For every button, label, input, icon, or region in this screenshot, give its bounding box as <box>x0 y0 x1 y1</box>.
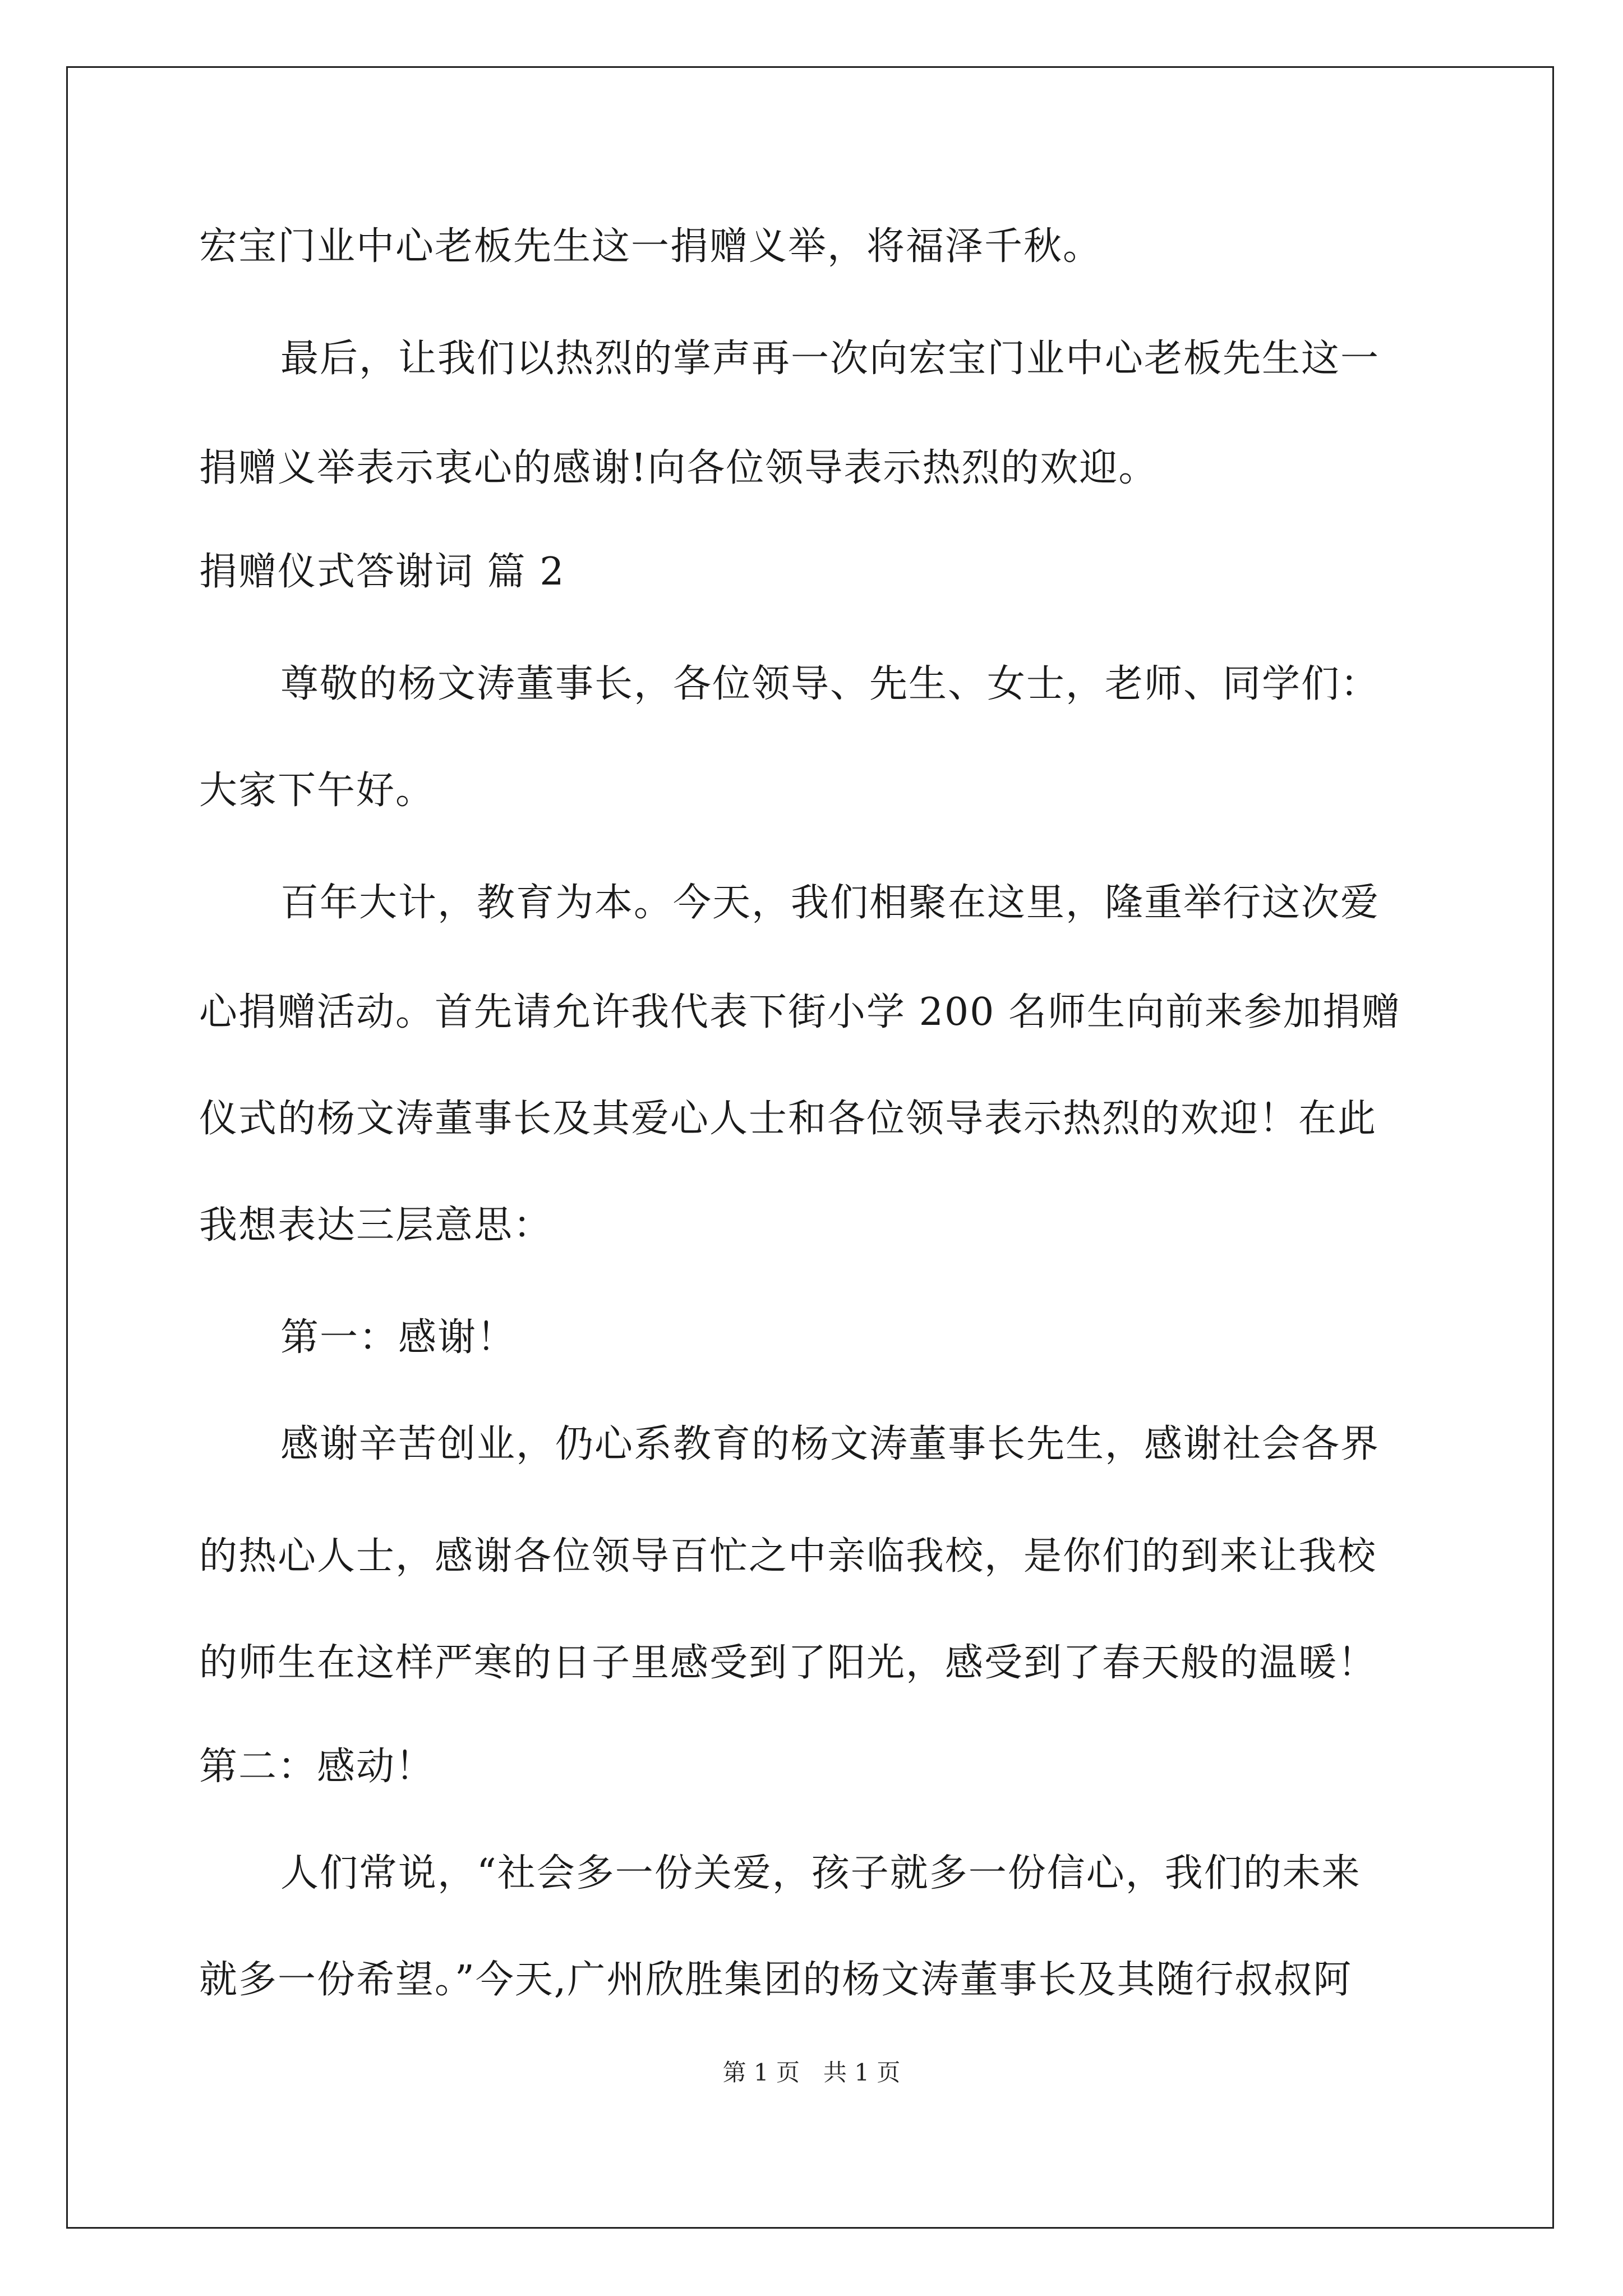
text-line: 百年大计，教育为本。今天，我们相聚在这里，隆重举行这次爱 <box>280 881 1380 925</box>
text-line: 心捐赠活动。首先请允许我代表下街小学 200 名师生向前来参加捐赠 <box>199 990 1401 1034</box>
text-line: 捐赠义举表示衷心的感谢!向各位领导表示热烈的欢迎。 <box>199 446 1158 490</box>
text-line: 的热心人士，感谢各位领导百忙之中亲临我校，是你们的到来让我校 <box>199 1534 1377 1579</box>
point-heading: 第二：感动！ <box>199 1745 435 1789</box>
page-border <box>66 66 1554 2229</box>
text-line: 就多一份希望。”今天,广州欣胜集团的杨文涛董事长及其随行叔叔阿 <box>199 1958 1353 2002</box>
text-line: 宏宝门业中心老板先生这一捐赠义举，将福泽千秋。 <box>199 224 1103 269</box>
point-heading: 第一：感谢！ <box>280 1315 517 1360</box>
text-line: 人们常说，“社会多一份关爱，孩子就多一份信心，我们的未来 <box>280 1851 1361 1895</box>
text-line: 感谢辛苦创业，仍心系教育的杨文涛董事长先生，感谢社会各界 <box>280 1422 1380 1466</box>
text-line: 仪式的杨文涛董事长及其爱心人士和各位领导表示热烈的欢迎！在此 <box>199 1097 1377 1141</box>
text-line: 的师生在这样严寒的日子里感受到了阳光，感受到了春天般的温暖！ <box>199 1641 1377 1685</box>
text-line: 最后，让我们以热烈的掌声再一次向宏宝门业中心老板先生这一 <box>280 337 1380 381</box>
section-heading: 捐赠仪式答谢词 篇 2 <box>199 550 565 594</box>
greeting: 大家下午好。 <box>199 769 435 813</box>
page-number: 第 1 页 共 1 页 <box>722 2059 901 2086</box>
salutation: 尊敬的杨文涛董事长，各位领导、先生、女士，老师、同学们： <box>280 662 1380 706</box>
text-line: 我想表达三层意思： <box>199 1203 553 1248</box>
